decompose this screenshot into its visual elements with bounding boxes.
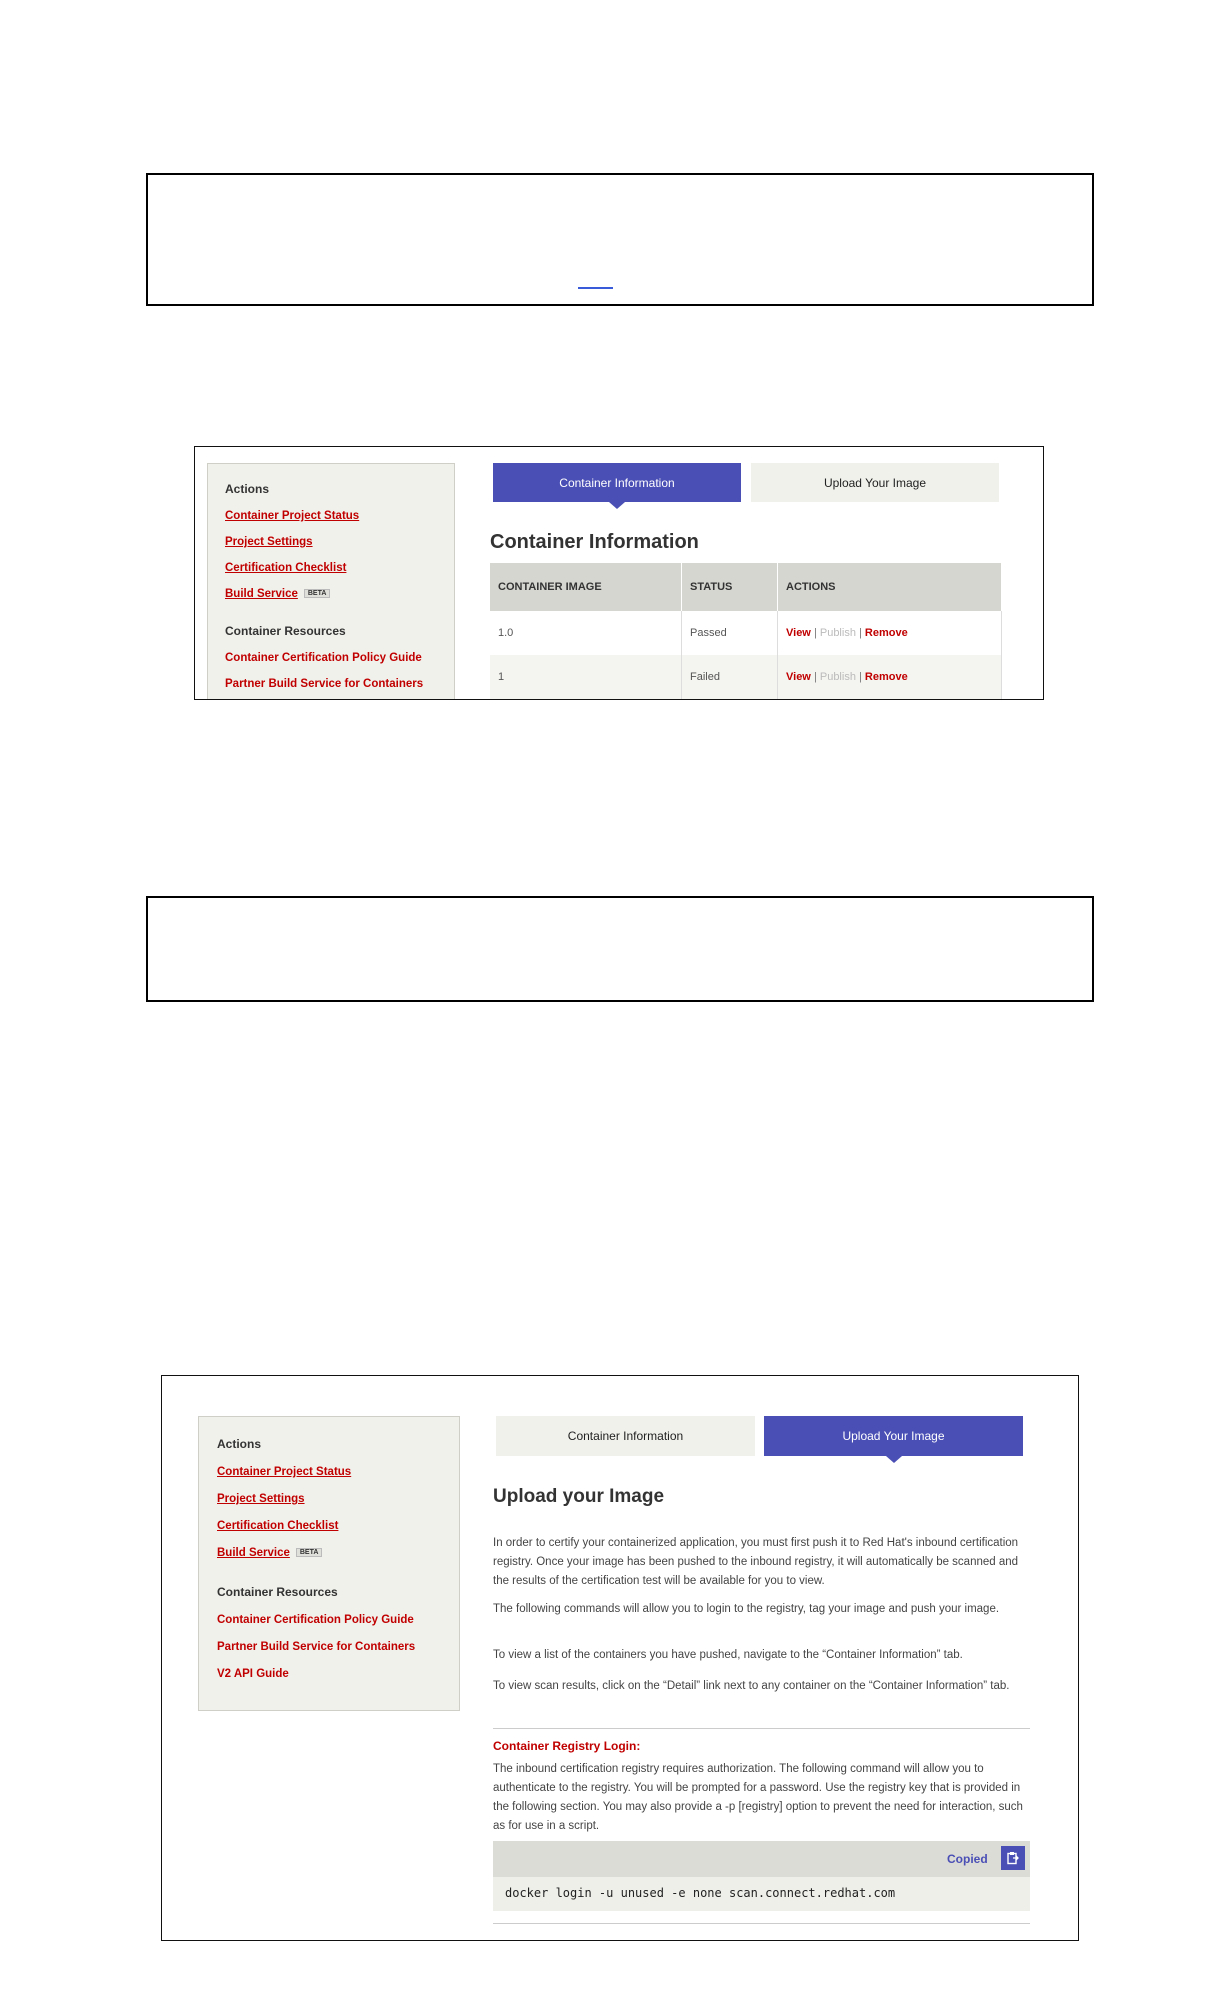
sidebar-panel	[207, 463, 455, 700]
view-link[interactable]: View	[786, 671, 811, 683]
sidebar-item-certification-checklist[interactable]: Certification Checklist	[217, 1520, 339, 1532]
upload-image-screenshot	[161, 1375, 1079, 1941]
cell-status: Failed	[682, 655, 778, 699]
separator: |	[813, 671, 817, 683]
cell-actions	[778, 611, 1002, 655]
build-service-label[interactable]: Build Service	[217, 1547, 290, 1559]
sidebar-item-project-settings[interactable]: Project Settings	[225, 536, 313, 548]
code-block-body	[493, 1877, 1030, 1911]
tab-container-information[interactable]: Container Information	[493, 463, 741, 502]
table-row	[490, 611, 1002, 655]
registry-login-heading: Container Registry Login:	[493, 1739, 641, 1753]
sidebar-item-certification-checklist[interactable]: Certification Checklist	[225, 562, 347, 574]
publish-link: Publish	[819, 627, 856, 639]
container-table	[490, 563, 1002, 699]
note-box-middle	[146, 896, 1094, 1002]
tab-container-information[interactable]: Container Information	[496, 1416, 755, 1456]
sidebar-actions-heading: Actions	[217, 1437, 262, 1451]
code-block-header	[493, 1841, 1030, 1877]
build-service-label[interactable]: Build Service	[225, 588, 298, 600]
cell-image: 1	[490, 655, 682, 699]
sidebar-item-partner-build[interactable]: Partner Build Service for Containers	[225, 678, 424, 690]
separator: |	[859, 671, 862, 683]
sidebar-item-build-service[interactable]	[217, 1547, 322, 1559]
registry-login-text: The inbound certification registry requires authorization. The following command will allow you to authenticate to the registry. You will be prompted for a password. Use the registry key that is provided in the following section. You may also provide a -p [registry] option to prevent the need for interaction, such as for use in a script.	[493, 1763, 1023, 1832]
sidebar-resources-heading: Container Resources	[217, 1585, 338, 1599]
sidebar-item-policy-guide[interactable]: Container Certification Policy Guide	[217, 1614, 414, 1626]
remove-link[interactable]: Remove	[864, 671, 908, 683]
separator: |	[813, 627, 817, 639]
cell-image: 1.0	[490, 611, 682, 655]
tab-upload-your-image[interactable]: Upload Your Image	[751, 463, 999, 502]
commands-paragraph: The following commands will allow you to login to the registry, tag your image and push your image.	[493, 1603, 1000, 1615]
col-header-image: CONTAINER IMAGE	[490, 563, 682, 611]
sidebar-resources-heading: Container Resources	[225, 624, 346, 638]
cell-actions	[778, 655, 1002, 699]
separator: |	[859, 627, 862, 639]
table-row	[490, 655, 1002, 699]
copied-label: Copied	[947, 1852, 988, 1866]
link-underline-stub	[578, 287, 613, 289]
sidebar-item-partner-build[interactable]: Partner Build Service for Containers	[217, 1641, 416, 1653]
divider	[493, 1728, 1030, 1729]
clipboard-icon	[1006, 1851, 1020, 1865]
page-title: Upload your Image	[493, 1486, 665, 1507]
sidebar-item-build-service[interactable]	[225, 588, 330, 600]
tab-upload-your-image[interactable]: Upload Your Image	[764, 1416, 1023, 1456]
beta-badge: BETA	[296, 1548, 323, 1557]
divider	[493, 1923, 1030, 1924]
sidebar-actions-heading: Actions	[225, 482, 270, 496]
col-header-actions: ACTIONS	[778, 563, 1002, 611]
sidebar-item-project-status[interactable]: Container Project Status	[217, 1466, 352, 1478]
sidebar-item-project-settings[interactable]: Project Settings	[217, 1493, 305, 1505]
sidebar-item-policy-guide[interactable]: Container Certification Policy Guide	[225, 652, 422, 664]
view-list-paragraph: To view a list of the containers you have pushed, navigate to the “Container Information” tab.	[493, 1649, 963, 1661]
page-title: Container Information	[490, 531, 699, 553]
copy-button[interactable]	[1001, 1846, 1025, 1870]
remove-link[interactable]: Remove	[864, 627, 908, 639]
view-link[interactable]: View	[786, 627, 811, 639]
beta-badge: BETA	[304, 589, 331, 598]
sidebar-item-v2-api-guide[interactable]: V2 API Guide	[217, 1668, 289, 1680]
col-header-status: STATUS	[682, 563, 778, 611]
sidebar-panel	[198, 1416, 460, 1711]
docker-login-command[interactable]: docker login -u unused -e none scan.connect.redhat.com	[505, 1886, 896, 1900]
sidebar-item-project-status[interactable]: Container Project Status	[225, 510, 360, 522]
publish-link: Publish	[819, 671, 856, 683]
note-box-top	[146, 173, 1094, 306]
intro-paragraph: In order to certify your containerized application, you must first push it to Red Hat's inbound certification registry. Once your image has been pushed to the inbound registry, it will automatically be scanned and the results of the certification test will be available for you to view.	[493, 1537, 1019, 1587]
container-info-screenshot	[194, 446, 1044, 700]
scan-results-paragraph: To view scan results, click on the “Detail” link next to any container on the “Container Information” tab.	[493, 1680, 1010, 1692]
cell-status: Passed	[682, 611, 778, 655]
